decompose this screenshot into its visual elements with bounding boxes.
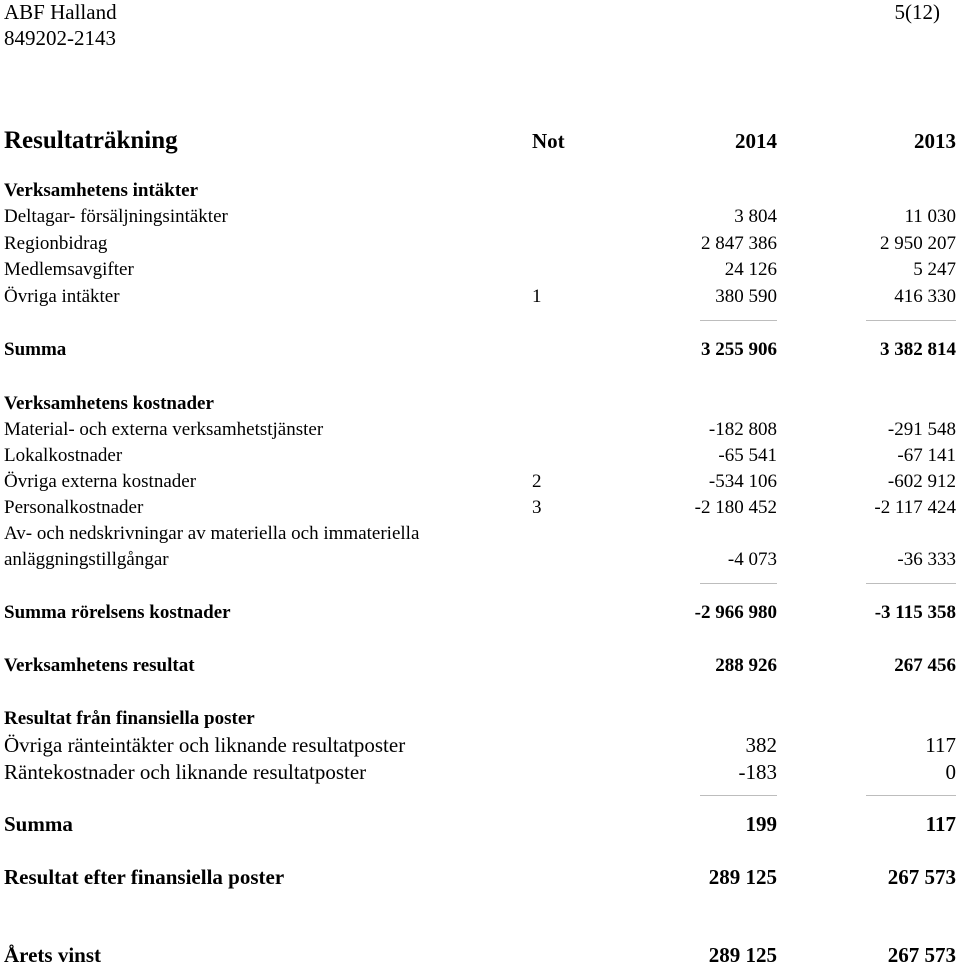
value-2014: 2 847 386 (701, 233, 777, 254)
sum-rule (866, 320, 956, 321)
value-2014: 199 (745, 812, 777, 836)
value-2014: -65 541 (718, 445, 777, 466)
row-label: anläggningstillgångar (4, 549, 169, 570)
table-row (0, 521, 960, 547)
section-heading-costs (0, 391, 960, 417)
row-label: Verksamhetens kostnader (4, 393, 214, 414)
row-label: Övriga ränteintäkter och liknande resultatposter (4, 733, 406, 757)
column-header-2014: 2014 (735, 129, 777, 153)
row-label: Regionbidrag (4, 233, 108, 254)
value-2013: 3 382 814 (880, 339, 956, 360)
value-2014: -182 808 (708, 419, 777, 440)
sum-rule (700, 320, 777, 321)
sum-rule (700, 795, 777, 796)
row-label: Summa (4, 812, 73, 836)
value-2013: -2 117 424 (874, 497, 956, 518)
subtotal-row (0, 337, 960, 363)
table-row (0, 231, 960, 257)
organization-name: ABF Halland (4, 0, 117, 24)
page-number: 5(12) (894, 0, 940, 24)
row-label: Verksamhetens resultat (4, 655, 195, 676)
table-row (0, 732, 960, 758)
row-label: Summa (4, 339, 67, 360)
value-2013: 11 030 (904, 206, 956, 227)
table-row (0, 417, 960, 443)
value-2013: -36 333 (897, 549, 956, 570)
sum-rule (866, 583, 956, 584)
table-row (0, 204, 960, 230)
row-label: Lokalkostnader (4, 445, 123, 466)
row-label: Material- och externa verksamhetstjänster (4, 419, 324, 440)
statement-title: Resultaträkning (4, 127, 178, 154)
result-after-financial-row (0, 864, 960, 890)
value-2014: -183 (738, 760, 777, 784)
value-2013: -602 912 (887, 471, 956, 492)
value-2014: 380 590 (715, 286, 777, 307)
value-2013: 117 (925, 733, 956, 757)
value-2013: 117 (925, 812, 956, 836)
subtotal-row (0, 600, 960, 626)
organization-number: 849202-2143 (4, 26, 116, 50)
note-ref: 1 (532, 286, 542, 307)
net-profit-row (0, 942, 960, 968)
table-row (0, 759, 960, 785)
value-2014: 289 125 (708, 865, 777, 889)
operating-result-row (0, 653, 960, 679)
row-label: Verksamhetens intäkter (4, 180, 199, 201)
section-heading-financial (0, 706, 960, 732)
value-2014: -2 180 452 (694, 497, 777, 518)
subtotal-row (0, 811, 960, 837)
value-2014: -4 073 (727, 549, 777, 570)
value-2014: 382 (745, 733, 777, 757)
row-label: Deltagar- försäljningsintäkter (4, 206, 228, 227)
value-2014: 3 255 906 (701, 339, 777, 360)
sum-rule (866, 795, 956, 796)
value-2014: 24 126 (724, 259, 777, 280)
row-label: Personalkostnader (4, 497, 144, 518)
value-2013: 267 573 (887, 943, 956, 967)
row-label: Övriga intäkter (4, 286, 120, 307)
value-2013: 0 (945, 760, 956, 784)
value-2013: -291 548 (887, 419, 956, 440)
row-label: Resultat efter finansiella poster (4, 865, 285, 889)
note-ref: 3 (532, 497, 542, 518)
value-2013: 5 247 (913, 259, 956, 280)
row-label: Medlemsavgifter (4, 259, 134, 280)
value-2013: -3 115 358 (874, 602, 956, 623)
value-2014: 288 926 (715, 655, 777, 676)
value-2014: -534 106 (708, 471, 777, 492)
value-2013: 267 456 (894, 655, 956, 676)
row-label: Summa rörelsens kostnader (4, 602, 231, 623)
table-row (0, 547, 960, 573)
value-2014: 3 804 (734, 206, 777, 227)
table-row (0, 469, 960, 495)
table-row (0, 495, 960, 521)
row-label: Av- och nedskrivningar av materiella och immateriella (4, 523, 420, 544)
value-2013: 416 330 (894, 286, 956, 307)
row-label: Årets vinst (4, 943, 102, 967)
column-header-2013: 2013 (914, 129, 956, 153)
row-label: Resultat från finansiella poster (4, 708, 255, 729)
sum-rule (700, 583, 777, 584)
value-2014: -2 966 980 (694, 602, 777, 623)
table-row (0, 284, 960, 310)
note-ref: 2 (532, 471, 542, 492)
table-row (0, 443, 960, 469)
value-2013: 267 573 (887, 865, 956, 889)
section-heading-revenues (0, 178, 960, 204)
row-label: Räntekostnader och liknande resultatposter (4, 760, 367, 784)
table-row (0, 257, 960, 283)
value-2013: -67 141 (897, 445, 956, 466)
value-2013: 2 950 207 (880, 233, 956, 254)
row-label: Övriga externa kostnader (4, 471, 197, 492)
value-2014: 289 125 (708, 943, 777, 967)
column-header-not: Not (532, 129, 565, 153)
